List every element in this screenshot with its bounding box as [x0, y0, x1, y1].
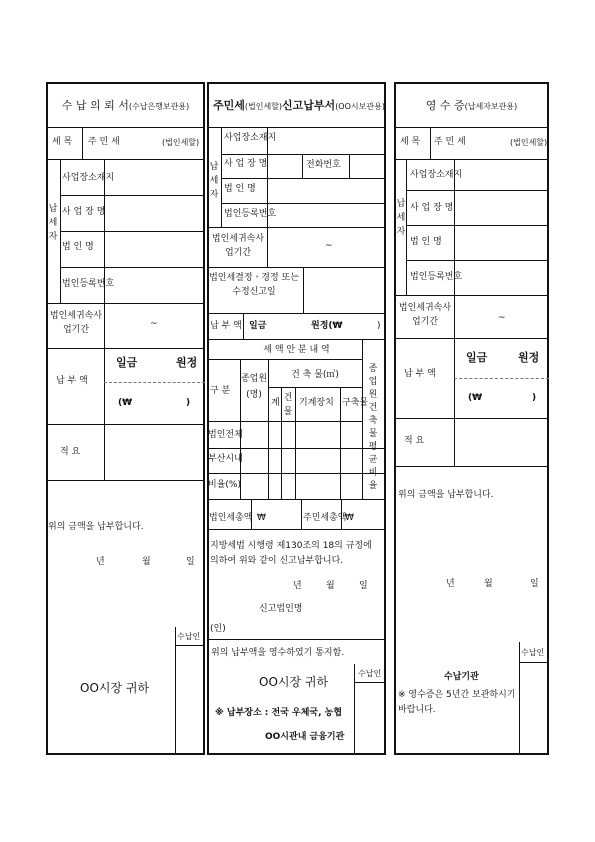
amount-label: 납 부 액 [404, 369, 436, 379]
row-corp-name: 법 인 명 [62, 242, 94, 252]
pay-close: ) [377, 321, 381, 331]
row-corp-reg-no: 법인등록번호 [224, 209, 277, 219]
amount-won: 원정 [176, 356, 198, 369]
stamp-label: 수납인 [521, 648, 545, 657]
date-month: 월 [326, 581, 335, 591]
tax-item-label: 세 목 [52, 137, 73, 147]
stamp-box [519, 642, 550, 755]
form-title-sub: (수납은행보관용) [128, 102, 190, 111]
amount-close: ) [532, 393, 537, 403]
period-value: ~ [498, 313, 506, 323]
amount-il: 일금 [116, 356, 138, 369]
remarks-label: 적 요 [60, 447, 81, 457]
stamp-label: 수납인 [358, 669, 382, 678]
statement-text: 위의 금액을 납부합니다. [398, 490, 494, 500]
taxpayer-label: 납세자 [209, 162, 219, 200]
period-label: 법인세귀속사업기간 [49, 311, 103, 335]
amount-il: 일금 [466, 351, 488, 364]
table-row-corp-total: 법인전체 [208, 430, 243, 440]
col-b-mech: 기계장치 [299, 398, 334, 408]
stamp-label: 수납인 [177, 632, 201, 641]
tax-item-label: 세 목 [400, 137, 421, 147]
row-corp-name: 법 인 명 [410, 237, 442, 247]
payment-place-label: ※ 납부장소 : 전국 우체국, 농협 [215, 708, 343, 718]
seal-label: (인) [210, 624, 226, 634]
title-main2: 신고납부서 [282, 99, 336, 112]
date-year: 년 [293, 581, 302, 591]
period-value: ~ [150, 319, 158, 329]
tax-item-sub: (법인세할) [162, 138, 200, 147]
pay-label: 납 부 액 [210, 321, 242, 331]
date-day: 일 [359, 581, 368, 591]
tax-item-value: 주 민 세 [88, 137, 120, 147]
date-day: 일 [186, 557, 195, 567]
form-title-sub: (납세자보관용) [464, 102, 518, 111]
tax-item-sub: (법인세할) [510, 138, 548, 147]
row-address: 사업장소재지 [62, 173, 115, 183]
addressee: OO시장 귀하 [259, 675, 329, 689]
amount-label: 납 부 액 [56, 376, 88, 386]
retention-note: ※ 영수증은 5년간 보관하시기 바랍니다. [398, 690, 516, 715]
col-b-bldg: 건물 [283, 393, 293, 417]
title-sub2: (OO시보관용) [335, 102, 385, 111]
table-row-ratio: 비율(%) [208, 480, 241, 490]
taxpayer-label: 납세자 [48, 204, 58, 242]
date-month: 월 [484, 579, 493, 589]
notice-text: 위의 납부액을 영수하였기 통지함. [211, 648, 345, 658]
row-corp-reg-no: 법인등록번호 [410, 272, 463, 282]
table-row-busan: 부산시내 [208, 454, 243, 464]
period-value: ~ [325, 241, 333, 251]
pay-won: 원정(₩ [311, 321, 343, 331]
col-b-total: 계 [271, 398, 280, 408]
corp-tax-total-label: 법인세총액 [209, 513, 253, 523]
taxpayer-label: 납세자 [396, 199, 406, 237]
row-business-name: 사 업 장 명 [410, 203, 454, 213]
title-main: 주민세 [213, 99, 245, 112]
form-title: 영 수 증 [425, 99, 465, 112]
col-avg-ratio: 종업원건축물평균비율 [368, 364, 378, 491]
col-employees: 종업원(명) [240, 374, 268, 400]
statement-text: 위의 금액을 납부합니다. [48, 522, 144, 532]
title-sub1: (법인세할) [244, 102, 283, 111]
row-business-name: 사 업 장 명 [62, 207, 106, 217]
addressee: OO시장 귀하 [80, 681, 150, 695]
row-corp-name: 법 인 명 [224, 184, 256, 194]
corp-tax-won: ₩ [257, 513, 266, 523]
payment-place-2: OO시관내 금융기관 [265, 732, 345, 742]
period-label: 법인세귀속사업기간 [211, 234, 265, 258]
date-year: 년 [96, 557, 105, 567]
col-gubun: 구 분 [210, 386, 231, 396]
law-text: 지방세법 시행령 제130조의 18의 규정에 의하여 위와 같이 신고납부합니다. [210, 541, 372, 566]
row-address: 사업장소재지 [410, 170, 463, 180]
stamp-box [175, 627, 206, 755]
resident-tax-total-label: 주민세총액 [303, 513, 347, 523]
amend-label: 법인세결정ㆍ경정 또는 수정신고일 [209, 273, 299, 297]
date-month: 월 [142, 557, 151, 567]
amount-krw: (₩ [118, 398, 133, 408]
resident-tax-won: ₩ [345, 513, 354, 523]
row-corp-reg-no: 법인등록번호 [62, 279, 115, 289]
breakdown-title: 세 액 안 분 내 역 [263, 345, 330, 355]
filer-label: 신고법인명 [259, 604, 303, 614]
date-day: 일 [530, 579, 539, 589]
amount-close: ) [186, 398, 191, 408]
date-year: 년 [446, 579, 455, 589]
bank-label: 수납기관 [444, 672, 479, 682]
tax-item-value: 주 민 세 [434, 137, 466, 147]
form-title: 수 납 의 뢰 서 [61, 99, 129, 112]
form-title [213, 100, 385, 112]
row-address: 사업장소재지 [224, 133, 277, 143]
amount-won: 원정 [518, 351, 540, 364]
pay-il: 일금 [249, 321, 267, 331]
amount-krw: (₩ [468, 393, 483, 403]
col-b-struct: 구축물 [342, 398, 369, 408]
row-business-name: 사 업 장 명 [224, 159, 268, 169]
remarks-label: 적 요 [404, 436, 425, 446]
col-building: 건 축 물(㎡) [291, 370, 339, 380]
phone-label: 전화번호 [306, 160, 341, 170]
period-label: 법인세귀속사업기간 [398, 303, 452, 327]
